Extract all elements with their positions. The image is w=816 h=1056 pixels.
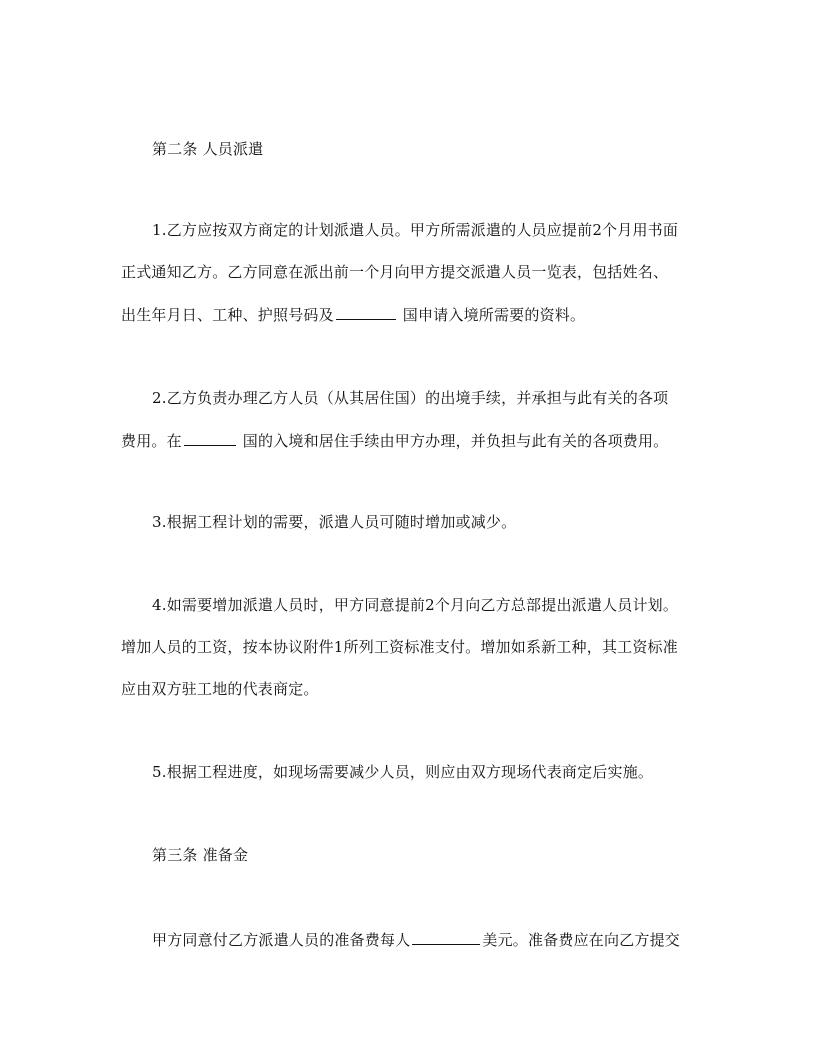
clause-1-line-2: 正式通知乙方。乙方同意在派出前一个月向甲方提交派遣人员一览表，包括姓名、 [121,263,669,281]
clause-5: 5.根据工程进度，如现场需要减少人员，则应由双方现场代表商定后实施。 [152,763,654,781]
clause-3: 3.根据工程计划的需要，派遣人员可随时增加或减少。 [152,513,517,531]
clause-2-line-1: 2.乙方负责办理乙方人员（从其居住国）的出境手续，并承担与此有关的各项 [152,389,669,407]
clause-4-line-1: 4.如需要增加派遣人员时，甲方同意提前2个月向乙方总部提出派遣人员计划。 [152,596,679,614]
clause-1-line-3 [121,303,585,326]
clause-1-line-1: 1.乙方应按双方商定的计划派遣人员。甲方所需派遣的人员应提前2个月用书面 [152,221,679,239]
clause-2-line-2-text-a: 费用。在 [121,432,182,450]
reserve-fund-line-1 [152,928,680,951]
clause-2-line-2-text-b: 国的入境和居住手续由甲方办理，并负担与此有关的各项费用。 [237,432,669,450]
country-blank-1 [336,303,396,320]
country-blank-2 [184,429,236,446]
clause-4-line-3: 应由双方驻工地的代表商定。 [121,680,319,698]
clause-1-line-3-text-b: 国申请入境所需要的资料。 [397,306,586,324]
section-3-heading: 第三条 准备金 [152,846,249,864]
reserve-fund-text-b: 美元。准备费应在向乙方提交 [482,931,681,949]
section-2-heading: 第二条 人员派遣 [152,140,264,158]
clause-2-line-2 [121,429,668,452]
reserve-fund-text-a: 甲方同意付乙方派遣人员的准备费每人 [152,931,411,949]
clause-4-line-2: 增加人员的工资，按本协议附件1所列工资标准支付。增加如系新工种，其工资标准 [121,638,678,656]
amount-blank [412,928,480,945]
clause-1-line-3-text-a: 出生年月日、工种、护照号码及 [121,306,334,324]
